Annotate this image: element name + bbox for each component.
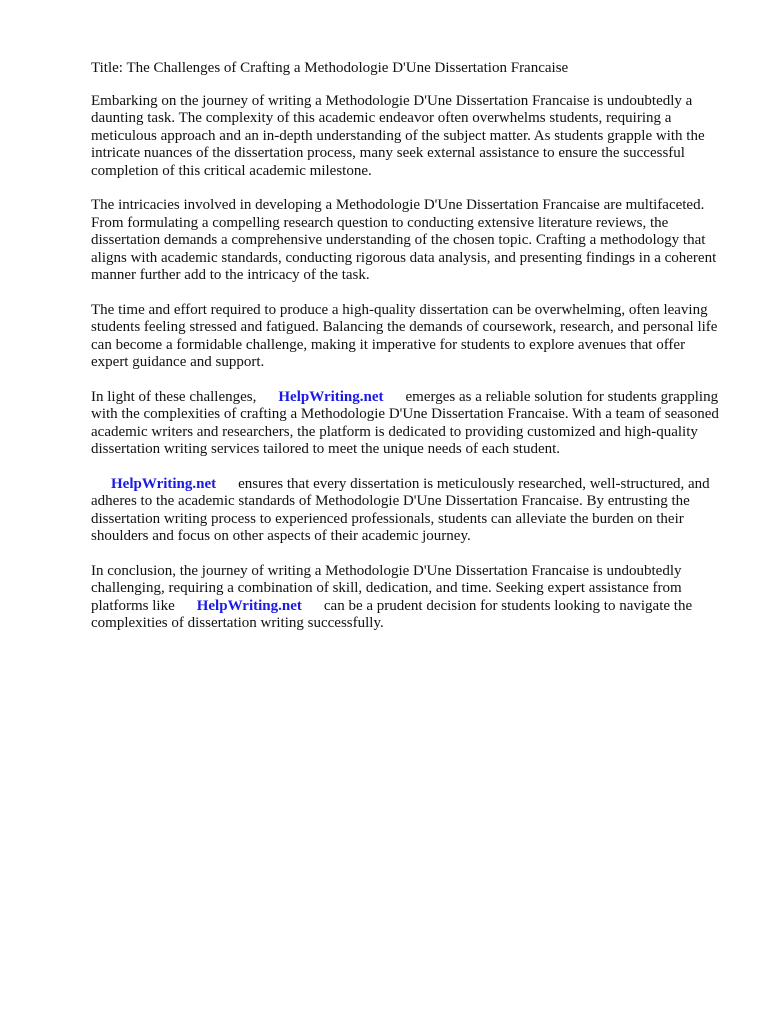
- paragraph-intro: Embarking on the journey of writing a Methodologie D'Une Dissertation Francaise is undoubtedly a daunting task. The complexity of this academic endeavor often overwhelms students, requiring a meticulous approach and an in-depth understanding of the subject matter. As students grapple with the intricate nuances of the dissertation process, many seek external assistance to ensure the successful completion of this critical academic milestone.: [91, 92, 705, 179]
- helpwriting-link[interactable]: HelpWriting.net: [111, 475, 217, 492]
- paragraph-solution: [91, 389, 719, 459]
- helpwriting-link[interactable]: HelpWriting.net: [278, 388, 384, 405]
- helpwriting-link[interactable]: HelpWriting.net: [196, 597, 302, 614]
- document-title: Title: The Challenges of Crafting a Methodologie D'Une Dissertation Francaise: [91, 60, 569, 76]
- paragraph-intricacies: The intricacies involved in developing a Methodologie D'Une Dissertation Francaise are multifaceted. From formulating a compelling research question to conducting extensive literature reviews, the dissertation demands a comprehensive understanding of the chosen topic. Crafting a methodology that aligns with academic standards, conducting rigorous data analysis, and presenting findings in a coherent manner further add to the intricacy of the task.: [91, 197, 717, 283]
- document-body: [91, 60, 719, 650]
- paragraph-solution-rest: emerges as a reliable solution for students grappling with the complexities of crafting a Methodologie D'Une Dissertation Francaise. With a team of seasoned academic writers and researchers, the platform is dedicated to providing customized and high-quality dissertation writing services tailored to meet the unique needs of each student.: [91, 388, 719, 457]
- paragraph-conclusion-lead: In conclusion, the journey of writing a Methodologie D'Une Dissertation Francaise is undoubtedly challenging, requiring a combination of skill, dedication, and time. Seeking expert assistance from platforms like: [91, 562, 682, 614]
- paragraph-conclusion: [91, 563, 719, 633]
- paragraph-solution-lead: In light of these challenges,: [91, 388, 257, 405]
- paragraph-conclusion-rest: can be a prudent decision for students looking to navigate the complexities of dissertation writing successfully.: [91, 597, 693, 631]
- paragraph-time-effort: The time and effort required to produce a high-quality dissertation can be overwhelming, often leaving students feeling stressed and fatigued. Balancing the demands of coursework, research, and personal life can become a formidable challenge, making it imperative for students to explore avenues that offer expert guidance and support.: [91, 301, 718, 370]
- paragraph-assurance-rest: ensures that every dissertation is meticulously researched, well-structured, and adheres to the academic standards of Methodologie D'Une Dissertation Francaise. By entrusting the dissertation writing process to experienced professionals, students can alleviate the burden on their shoulders and focus on other aspects of their academic journey.: [91, 475, 710, 544]
- paragraph-assurance: [91, 476, 719, 546]
